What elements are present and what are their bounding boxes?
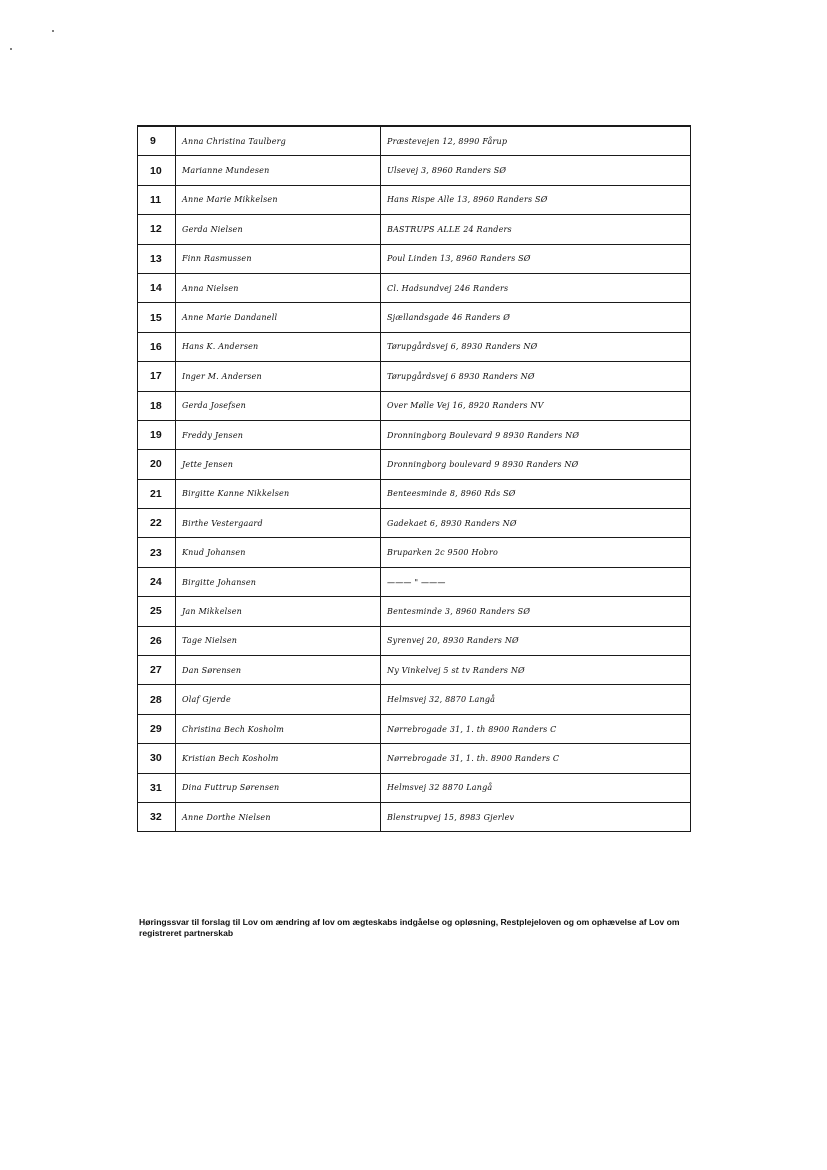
signer-name-cell — [176, 509, 381, 538]
signer-name: Inger M. Andersen — [182, 371, 262, 381]
signer-address: Tørupgårdsvej 6, 8930 Randers NØ — [387, 342, 538, 352]
row-number: 25 — [138, 597, 176, 626]
row-number: 13 — [138, 244, 176, 273]
row-number: 18 — [138, 391, 176, 420]
signer-name: Finn Rasmussen — [182, 254, 252, 264]
signer-name-cell — [176, 714, 381, 743]
signer-name-cell — [176, 362, 381, 391]
signature-row — [138, 479, 691, 508]
signer-address-cell — [381, 273, 691, 302]
signer-address: Nørrebrogade 31, 1. th. 8900 Randers C — [387, 753, 560, 763]
signer-name-cell — [176, 479, 381, 508]
signer-name: Christina Bech Kosholm — [182, 724, 284, 734]
signer-name: Marianne Mundesen — [182, 166, 270, 176]
signer-name: Hans K. Andersen — [182, 342, 259, 352]
signer-address-cell — [381, 185, 691, 214]
signer-address: Ulsevej 3, 8960 Randers SØ — [387, 166, 507, 176]
row-number: 11 — [138, 185, 176, 214]
signature-row — [138, 656, 691, 685]
row-number: 32 — [138, 802, 176, 831]
signer-address: Tørupgårdsvej 6 8930 Randers NØ — [387, 371, 535, 381]
signer-name: Gerda Josefsen — [182, 401, 246, 411]
signer-address: BASTRUPS ALLE 24 Randers — [387, 224, 512, 234]
signer-address: Bruparken 2c 9500 Hobro — [387, 548, 499, 558]
scan-speck — [10, 48, 12, 50]
signature-row — [138, 126, 691, 156]
row-number: 23 — [138, 538, 176, 567]
row-number: 10 — [138, 156, 176, 185]
signer-address: Gadekaet 6, 8930 Randers NØ — [387, 518, 517, 528]
signer-address-cell — [381, 773, 691, 802]
signer-name-cell — [176, 273, 381, 302]
row-number: 22 — [138, 509, 176, 538]
signature-row — [138, 420, 691, 449]
signer-address: Cl. Hadsundvej 246 Randers — [387, 283, 509, 293]
signer-address-cell — [381, 567, 691, 596]
signer-address: ——— " ——— — [387, 577, 446, 587]
signer-address-cell — [381, 420, 691, 449]
signature-row — [138, 802, 691, 831]
signer-address-cell — [381, 126, 691, 156]
signer-name-cell — [176, 538, 381, 567]
signer-address: Benteesminde 8, 8960 Rds SØ — [387, 489, 516, 499]
signer-name-cell — [176, 656, 381, 685]
signer-name: Knud Johansen — [182, 548, 246, 558]
signer-name-cell — [176, 185, 381, 214]
signer-name-cell — [176, 450, 381, 479]
signer-name-cell — [176, 773, 381, 802]
signature-row — [138, 215, 691, 244]
signer-name: Freddy Jensen — [182, 430, 244, 440]
signer-address: Sjællandsgade 46 Randers Ø — [387, 313, 510, 323]
signer-address-cell — [381, 509, 691, 538]
signer-address-cell — [381, 450, 691, 479]
row-number: 26 — [138, 626, 176, 655]
signature-row — [138, 362, 691, 391]
signature-row — [138, 156, 691, 185]
signer-address: Syrenvej 20, 8930 Randers NØ — [387, 636, 519, 646]
signer-address: Ny Vinkelvej 5 st tv Randers NØ — [387, 665, 525, 675]
signer-name: Jette Jensen — [182, 459, 234, 469]
signer-address: Præstevejen 12, 8990 Fårup — [387, 136, 508, 146]
signer-address-cell — [381, 597, 691, 626]
signer-name: Birthe Vestergaard — [182, 518, 263, 528]
signer-name: Dan Sørensen — [182, 665, 242, 675]
signature-row — [138, 509, 691, 538]
scan-speck — [52, 30, 54, 32]
signer-name-cell — [176, 156, 381, 185]
signature-row — [138, 273, 691, 302]
signer-name-cell — [176, 215, 381, 244]
signature-row — [138, 597, 691, 626]
signer-name: Olaf Gjerde — [182, 695, 231, 705]
signer-address: Nørrebrogade 31, 1. th 8900 Randers C — [387, 724, 557, 734]
signer-name: Tage Nielsen — [182, 636, 238, 646]
signature-row — [138, 685, 691, 714]
signer-name-cell — [176, 802, 381, 831]
signer-name: Kristian Bech Kosholm — [182, 753, 279, 763]
signer-address-cell — [381, 744, 691, 773]
signer-address-cell — [381, 714, 691, 743]
row-number: 27 — [138, 656, 176, 685]
row-number: 19 — [138, 420, 176, 449]
signer-address-cell — [381, 215, 691, 244]
footer-note: Høringssvar til forslag til Lov om ændring af lov om ægteskabs indgåelse og opløsning, Restplejeloven og om ophævelse af Lov om registreret partnerskab — [139, 917, 680, 938]
signer-address-cell — [381, 626, 691, 655]
signature-row — [138, 391, 691, 420]
signer-address-cell — [381, 244, 691, 273]
row-number: 12 — [138, 215, 176, 244]
signature-row — [138, 185, 691, 214]
signature-row — [138, 714, 691, 743]
row-number: 30 — [138, 744, 176, 773]
signature-row — [138, 626, 691, 655]
signature-row — [138, 332, 691, 361]
signer-name: Gerda Nielsen — [182, 224, 243, 234]
signer-address-cell — [381, 362, 691, 391]
row-number: 14 — [138, 273, 176, 302]
signer-address: Bentesminde 3, 8960 Randers SØ — [387, 606, 531, 616]
signer-name: Jan Mikkelsen — [182, 606, 243, 616]
row-number: 24 — [138, 567, 176, 596]
signer-address: Hans Rispe Alle 13, 8960 Randers SØ — [387, 195, 548, 205]
row-number: 15 — [138, 303, 176, 332]
row-number: 21 — [138, 479, 176, 508]
signer-name: Anne Dorthe Nielsen — [182, 812, 271, 822]
signer-name-cell — [176, 332, 381, 361]
signer-address-cell — [381, 479, 691, 508]
signer-address-cell — [381, 391, 691, 420]
signer-address-cell — [381, 656, 691, 685]
signature-row — [138, 303, 691, 332]
signer-address-cell — [381, 538, 691, 567]
signature-row — [138, 567, 691, 596]
signature-row — [138, 744, 691, 773]
row-number: 9 — [138, 126, 176, 156]
signer-address: Helmsvej 32 8870 Langå — [387, 783, 493, 793]
signer-address: Helmsvej 32, 8870 Langå — [387, 695, 496, 705]
signer-name-cell — [176, 597, 381, 626]
signer-name: Anna Christina Taulberg — [182, 136, 286, 146]
signer-address: Blenstrupvej 15, 8983 Gjerlev — [387, 812, 515, 822]
signer-address: Over Mølle Vej 16, 8920 Randers NV — [387, 401, 544, 411]
row-number: 16 — [138, 332, 176, 361]
signer-name-cell — [176, 420, 381, 449]
row-number: 17 — [138, 362, 176, 391]
signature-row — [138, 450, 691, 479]
row-number: 28 — [138, 685, 176, 714]
signature-row — [138, 538, 691, 567]
signer-name: Anna Nielsen — [182, 283, 239, 293]
signature-row — [138, 244, 691, 273]
signature-table — [137, 125, 691, 832]
signer-name-cell — [176, 744, 381, 773]
signer-address-cell — [381, 156, 691, 185]
signer-address-cell — [381, 303, 691, 332]
signer-name-cell — [176, 126, 381, 156]
signer-name-cell — [176, 626, 381, 655]
signer-name-cell — [176, 685, 381, 714]
signer-name: Birgitte Kanne Nikkelsen — [182, 489, 290, 499]
signer-name-cell — [176, 303, 381, 332]
signature-rows — [138, 126, 691, 832]
signature-row — [138, 773, 691, 802]
row-number: 20 — [138, 450, 176, 479]
row-number: 31 — [138, 773, 176, 802]
row-number: 29 — [138, 714, 176, 743]
signer-name-cell — [176, 244, 381, 273]
signer-name-cell — [176, 567, 381, 596]
signer-address: Poul Linden 13, 8960 Randers SØ — [387, 254, 531, 264]
signer-address: Dronningborg Boulevard 9 8930 Randers NØ — [387, 430, 580, 440]
signer-address-cell — [381, 332, 691, 361]
signer-address-cell — [381, 802, 691, 831]
signer-name: Birgitte Johansen — [182, 577, 257, 587]
signer-name-cell — [176, 391, 381, 420]
signer-name: Anne Marie Mikkelsen — [182, 195, 278, 205]
signer-name: Anne Marie Dandanell — [182, 313, 278, 323]
signer-name: Dina Futtrup Sørensen — [182, 783, 280, 793]
signer-address-cell — [381, 685, 691, 714]
signer-address: Dronningborg boulevard 9 8930 Randers NØ — [387, 459, 579, 469]
